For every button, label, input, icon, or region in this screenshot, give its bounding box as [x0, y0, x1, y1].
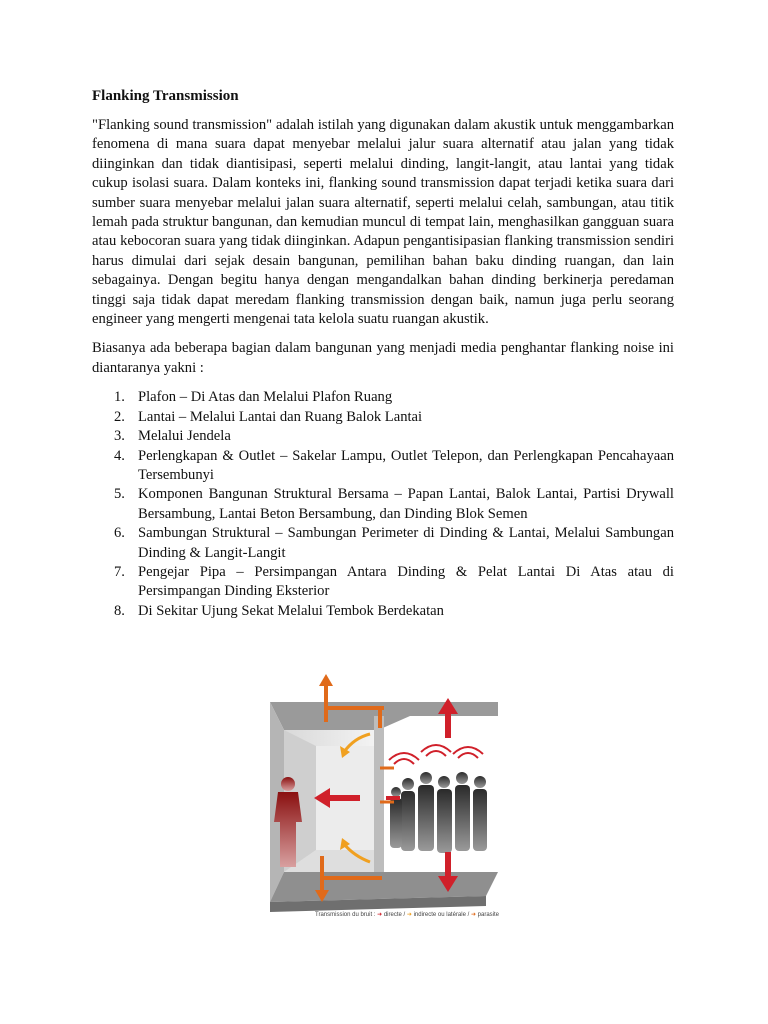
list-item	[92, 427, 674, 446]
direct-arrow-icon: ➜	[377, 912, 383, 918]
list-item-number: 4.	[114, 447, 125, 464]
caption-prefix: Transmission du bruit :	[315, 912, 376, 918]
list-item	[92, 524, 674, 563]
list-item	[92, 602, 674, 621]
intro-paragraph: "Flanking sound transmission" adalah istilah yang digunakan dalam akustik untuk menggambarkan fenomena di mana suara dapat menyebar melalui jalur suara alternatif atau jalan yang tidak diinginkan dan tidak diantisipasi, seperti melalui dinding, langit-langit, atau lantai yang tidak cukup isolasi suara. Dalam konteks ini, flanking sound transmission dapat terjadi ketika suara dari sumber suara menyebar melalui jalan suara alternatif, seperti melalui celah, sambungan, atau titik lemah pada struktur bangunan, dan kemudian muncul di tempat lain, menghasilkan gangguan suara atau kebocoran suara yang tidak diinginkan. Adapun pengantisipasian flanking transmission sendiri harus dimulai dari sejak desain bangunan, pemilihan bahan baku dinding ruangan, dan lain sebagainya. Dengan begitu hanya dengan mengandalkan bahan dinding berkinerja peredaman tinggi saja tidak dapat meredam flanking transmission dengan baik, namun juga perlu seorang engineer yang mengerti mengenai tata kelola suatu ruangan akustik.	[92, 117, 674, 328]
caption-indirect: indirecte ou latérale	[413, 912, 466, 918]
sound-waves	[389, 745, 483, 764]
section-title: Flanking Transmission	[92, 88, 239, 104]
list-item	[92, 388, 674, 407]
parasite-arrow-icon: ➜	[470, 912, 476, 918]
list-item-text: Pengejar Pipa – Persimpangan Antara Dinding & Pelat Lantai Di Atas atau di Persimpangan Dinding Eksterior	[138, 563, 674, 600]
caption-separator: /	[467, 912, 470, 918]
list-item	[92, 447, 674, 486]
list-item-text: Plafon – Di Atas dan Melalui Plafon Ruang	[138, 389, 393, 406]
list-item-number: 7.	[114, 563, 125, 580]
list-item-number: 8.	[114, 602, 125, 619]
list-intro-paragraph: Biasanya ada beberapa bagian dalam bangunan yang menjadi media penghantar flanking noise ini diantaranya yakni :	[92, 340, 674, 376]
list-item-number: 3.	[114, 428, 125, 445]
list-item	[92, 485, 674, 524]
document-body	[92, 86, 674, 621]
list-item-number: 1.	[114, 389, 125, 406]
list-item-text: Perlengkapan & Outlet – Sakelar Lampu, Outlet Telepon, dan Perlengkapan Pencahayaan Tersembunyi	[138, 447, 674, 483]
caption-direct: directe	[383, 912, 402, 918]
caption-parasite: parasite	[477, 912, 500, 918]
list-item-text: Sambungan Struktural – Sambungan Perimeter di Dinding & Lantai, Melalui Sambungan Dinding & Langit-Langit	[138, 525, 674, 561]
figure-caption	[315, 911, 499, 918]
list-item-text: Lantai – Melalui Lantai dan Ruang Balok Lantai	[138, 408, 423, 425]
flanking-media-list	[92, 388, 674, 621]
list-item-number: 2.	[114, 408, 125, 425]
list-item-text: Di Sekitar Ujung Sekat Melalui Tembok Berdekatan	[138, 602, 444, 619]
list-item-text: Komponen Bangunan Struktural Bersama – Papan Lantai, Balok Lantai, Partisi Drywall Bersambung, Lantai Beton Bersambung, dan Dinding Blok Semen	[138, 486, 674, 522]
list-item-number: 5.	[114, 486, 125, 503]
caption-separator: /	[403, 912, 406, 918]
list-item-number: 6.	[114, 525, 125, 542]
list-item-text: Melalui Jendela	[138, 428, 231, 445]
flanking-transmission-illustration	[258, 672, 508, 926]
indirect-arrow-icon: ➜	[406, 912, 412, 918]
list-item	[92, 408, 674, 427]
people-group	[390, 772, 487, 853]
list-item	[92, 563, 674, 602]
